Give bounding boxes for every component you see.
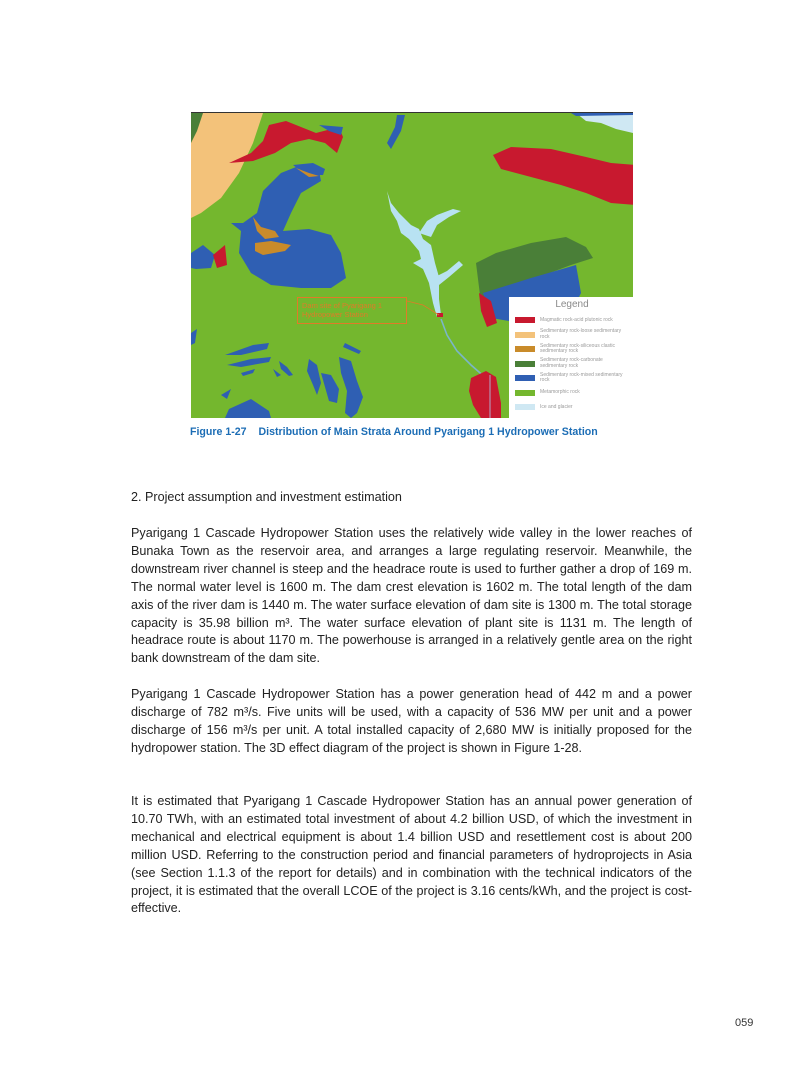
ice-glacier-swatch bbox=[515, 404, 535, 410]
legend-item-mixed-sedimentary bbox=[515, 371, 629, 386]
legend-item-magmatic bbox=[515, 313, 629, 328]
figure-title: Distribution of Main Strata Around Pyarigang 1 Hydropower Station bbox=[258, 426, 598, 438]
strata-map-figure bbox=[191, 112, 633, 418]
legend-item-metamorphic bbox=[515, 386, 629, 401]
legend-label: Sedimentary rock-siliceous clastic sedimentary rock bbox=[540, 342, 616, 355]
section-heading: 2. Project assumption and investment estimation bbox=[131, 490, 402, 504]
dam-label-line-1: Dam site of Pyarigang 1 bbox=[302, 301, 383, 310]
legend-label: Ice and glacier bbox=[540, 403, 573, 410]
legend-label: Magmatic rock-acid plutonic rock bbox=[540, 316, 613, 323]
legend-item-loose-sedimentary bbox=[515, 328, 629, 343]
page-number: 059 bbox=[735, 1017, 754, 1029]
dam-label-line-2: Hydropower Station bbox=[302, 310, 368, 319]
magmatic-swatch bbox=[515, 317, 535, 323]
figure-caption bbox=[190, 426, 640, 438]
legend-item-ice-glacier bbox=[515, 400, 629, 415]
mixed-sedimentary-swatch bbox=[515, 375, 535, 381]
legend-label: Sedimentary rock-loose sedimentary rock bbox=[540, 328, 622, 340]
map-legend bbox=[509, 297, 633, 418]
legend-label: Sedimentary rock-carbonate sedimentary rock bbox=[540, 357, 603, 369]
metamorphic-swatch bbox=[515, 390, 535, 396]
loose-sedimentary-swatch bbox=[515, 332, 535, 338]
legend-item-siliceous-clastic bbox=[515, 342, 629, 357]
paragraph-investment: It is estimated that Pyarigang 1 Cascade Hydropower Station has an annual power generation of 10.70 TWh, with an estimated total investment of about 4.2 billion USD, of which the investment in mechanical and electrical equipment is about 1.4 billion USD and resettlement cost is about 200 million USD. Referring to the construction period and financial parameters of hydroprojects in Asia (see Section 1.1.3 of the report for details) and in combination with the technical indicators of the project, it is estimated that the overall LCOE of the project is 3.16 cents/kWh, and the project is cost-effective. bbox=[131, 794, 692, 916]
legend-title: Legend bbox=[555, 299, 589, 310]
carbonate-swatch bbox=[515, 361, 535, 367]
paragraph-capacity: Pyarigang 1 Cascade Hydropower Station has a power generation head of 442 m and a power discharge of 782 m³/s. Five units will be used, with a capacity of 536 MW per unit and a power discharge of 156 m³/s per unit. A total installed capacity of 2,680 MW is initially proposed for the hydropower station. The 3D effect diagram of the project is shown in Figure 1-28. bbox=[131, 687, 692, 755]
dam-site-label bbox=[297, 297, 407, 324]
paragraph-reservoir: Pyarigang 1 Cascade Hydropower Station uses the relatively wide valley in the lower reaches of Bunaka Town as the reservoir area, and arranges a large regulating reservoir. Meanwhile, the downstream river channel is steep and the headrace route is used to further gather a drop of 169 m. The normal water level is 1600 m. The dam crest elevation is 1602 m. The total length of the dam axis of the river dam is 1440 m. The water surface elevation of dam site is 1300 m. The total storage capacity is 35.98 billion m³. The water surface elevation of plant site is 1131 m. The length of headrace route is about 1170 m. The powerhouse is arranged in a relatively gentle area on the right bank downstream of the dam site. bbox=[131, 526, 692, 666]
legend-item-carbonate bbox=[515, 357, 629, 372]
legend-label: Metamorphic rock bbox=[540, 389, 580, 395]
legend-label: Sedimentary rock-mixed sedimentary rock bbox=[540, 371, 623, 384]
siliceous-clastic-swatch bbox=[515, 346, 535, 352]
figure-number: Figure 1-27 bbox=[190, 426, 247, 438]
